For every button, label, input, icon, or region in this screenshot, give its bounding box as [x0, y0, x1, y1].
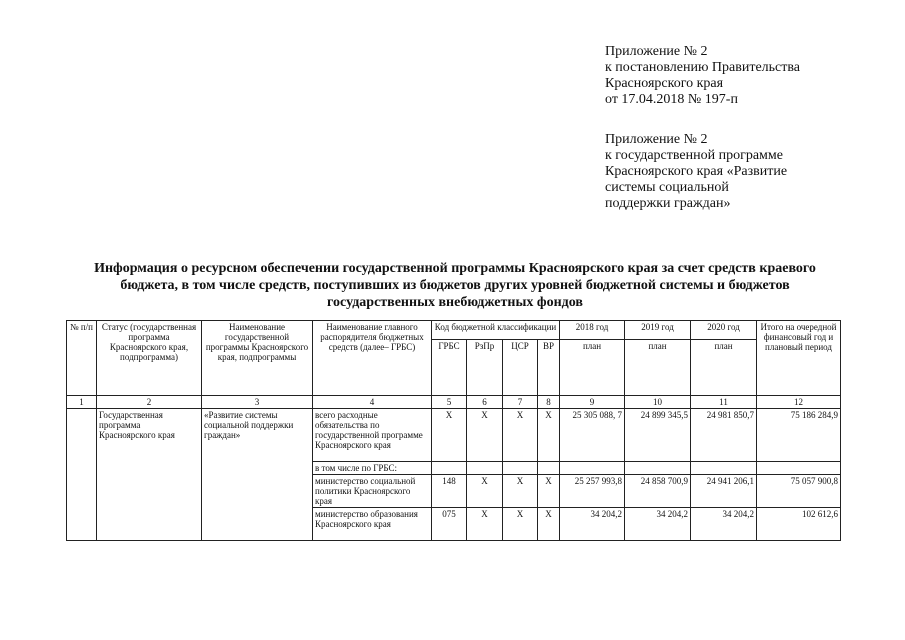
header-num: № п/п	[67, 321, 97, 396]
value-2019: 34 204,2	[625, 508, 691, 541]
column-number: 8	[538, 396, 560, 409]
csr-code: Х	[503, 508, 538, 541]
value-2018	[560, 462, 625, 475]
column-number: 9	[560, 396, 625, 409]
header-name: Наименование государственной программы Красноярского края, подпрограммы	[202, 321, 313, 396]
value-2020: 24 941 206,1	[691, 475, 757, 508]
grbs-code: Х	[432, 409, 467, 462]
column-number: 5	[432, 396, 467, 409]
annex-line: Приложение № 2	[605, 132, 708, 147]
value-2019: 24 858 700,9	[625, 475, 691, 508]
header-plan: план	[691, 340, 757, 396]
header-status: Статус (государственная программа Красноярского края, подпрограмма)	[97, 321, 202, 396]
column-number: 10	[625, 396, 691, 409]
column-number: 4	[313, 396, 432, 409]
header-csr: ЦСР	[503, 340, 538, 396]
header-plan: план	[625, 340, 691, 396]
annex-line: к государственной программе	[605, 148, 783, 163]
grbs-name-cell: министерство социальной политики Красноярского края	[313, 475, 432, 508]
value-2020: 34 204,2	[691, 508, 757, 541]
vr-code: Х	[538, 508, 560, 541]
annex-line: к постановлению Правительства	[605, 60, 801, 75]
value-total: 75 057 900,8	[757, 475, 841, 508]
header-grbs: ГРБС	[432, 340, 467, 396]
title-line: государственных внебюджетных фондов	[327, 295, 583, 310]
annex-line: от 17.04.2018 № 197-п	[605, 92, 738, 107]
header-code-group: Код бюджетной классификации	[432, 321, 560, 340]
annex-line: Красноярского края	[605, 76, 724, 91]
header-grbs-name: Наименование главного распорядителя бюджетных средств (далее– ГРБС)	[313, 321, 432, 396]
table-row	[67, 409, 841, 462]
grbs-name-cell: в том числе по ГРБС:	[313, 462, 432, 475]
annex-line: системы социальной	[605, 180, 729, 195]
vr-code: Х	[538, 409, 560, 462]
annex-line: поддержки граждан»	[605, 196, 731, 211]
header-year-2018: 2018 год	[560, 321, 625, 340]
header-year-2020: 2020 год	[691, 321, 757, 340]
annex-line: Приложение № 2	[605, 44, 708, 59]
value-2019	[625, 462, 691, 475]
column-number-row	[67, 396, 841, 409]
column-number: 11	[691, 396, 757, 409]
grbs-code	[432, 462, 467, 475]
row-num	[67, 409, 97, 541]
column-number: 1	[67, 396, 97, 409]
program-status: Государственная программа Красноярского края	[97, 409, 202, 541]
column-number: 6	[467, 396, 503, 409]
value-2018: 25 305 088, 7	[560, 409, 625, 462]
grbs-code: 075	[432, 508, 467, 541]
header-year-2019: 2019 год	[625, 321, 691, 340]
vr-code: Х	[538, 475, 560, 508]
grbs-name-cell: министерство образования Красноярского края	[313, 508, 432, 541]
header-plan: план	[560, 340, 625, 396]
title-line: бюджета, в том числе средств, поступивших из бюджетов других уровней бюджетной системы и бюджетов	[120, 278, 790, 293]
header-total: Итого на очередной финансовый год и плановый период	[757, 321, 841, 396]
value-2020	[691, 462, 757, 475]
document-title	[70, 260, 840, 311]
grbs-name-cell: всего расходные обязательства по государственной программе Красноярского края	[313, 409, 432, 462]
rzpr-code: Х	[467, 508, 503, 541]
header-rzpr: РзПр	[467, 340, 503, 396]
annex-program	[605, 132, 787, 212]
vr-code	[538, 462, 560, 475]
value-2018: 25 257 993,8	[560, 475, 625, 508]
resource-table	[66, 320, 841, 541]
rzpr-code: Х	[467, 475, 503, 508]
value-total: 102 612,6	[757, 508, 841, 541]
rzpr-code: Х	[467, 409, 503, 462]
column-number: 7	[503, 396, 538, 409]
value-total: 75 186 284,9	[757, 409, 841, 462]
annex-line: Красноярского края «Развитие	[605, 164, 788, 179]
value-2020: 24 981 850,7	[691, 409, 757, 462]
value-2018: 34 204,2	[560, 508, 625, 541]
title-line: Информация о ресурсном обеспечении государственной программы Красноярского края за счет средств краевого	[94, 261, 816, 276]
csr-code	[503, 462, 538, 475]
column-number: 2	[97, 396, 202, 409]
header-row	[67, 321, 841, 340]
value-2019: 24 899 345,5	[625, 409, 691, 462]
rzpr-code	[467, 462, 503, 475]
header-vr: ВР	[538, 340, 560, 396]
grbs-code: 148	[432, 475, 467, 508]
value-total	[757, 462, 841, 475]
column-number: 12	[757, 396, 841, 409]
column-number: 3	[202, 396, 313, 409]
csr-code: Х	[503, 409, 538, 462]
csr-code: Х	[503, 475, 538, 508]
program-name: «Развитие системы социальной поддержки граждан»	[202, 409, 313, 541]
annex-resolution	[605, 44, 800, 108]
